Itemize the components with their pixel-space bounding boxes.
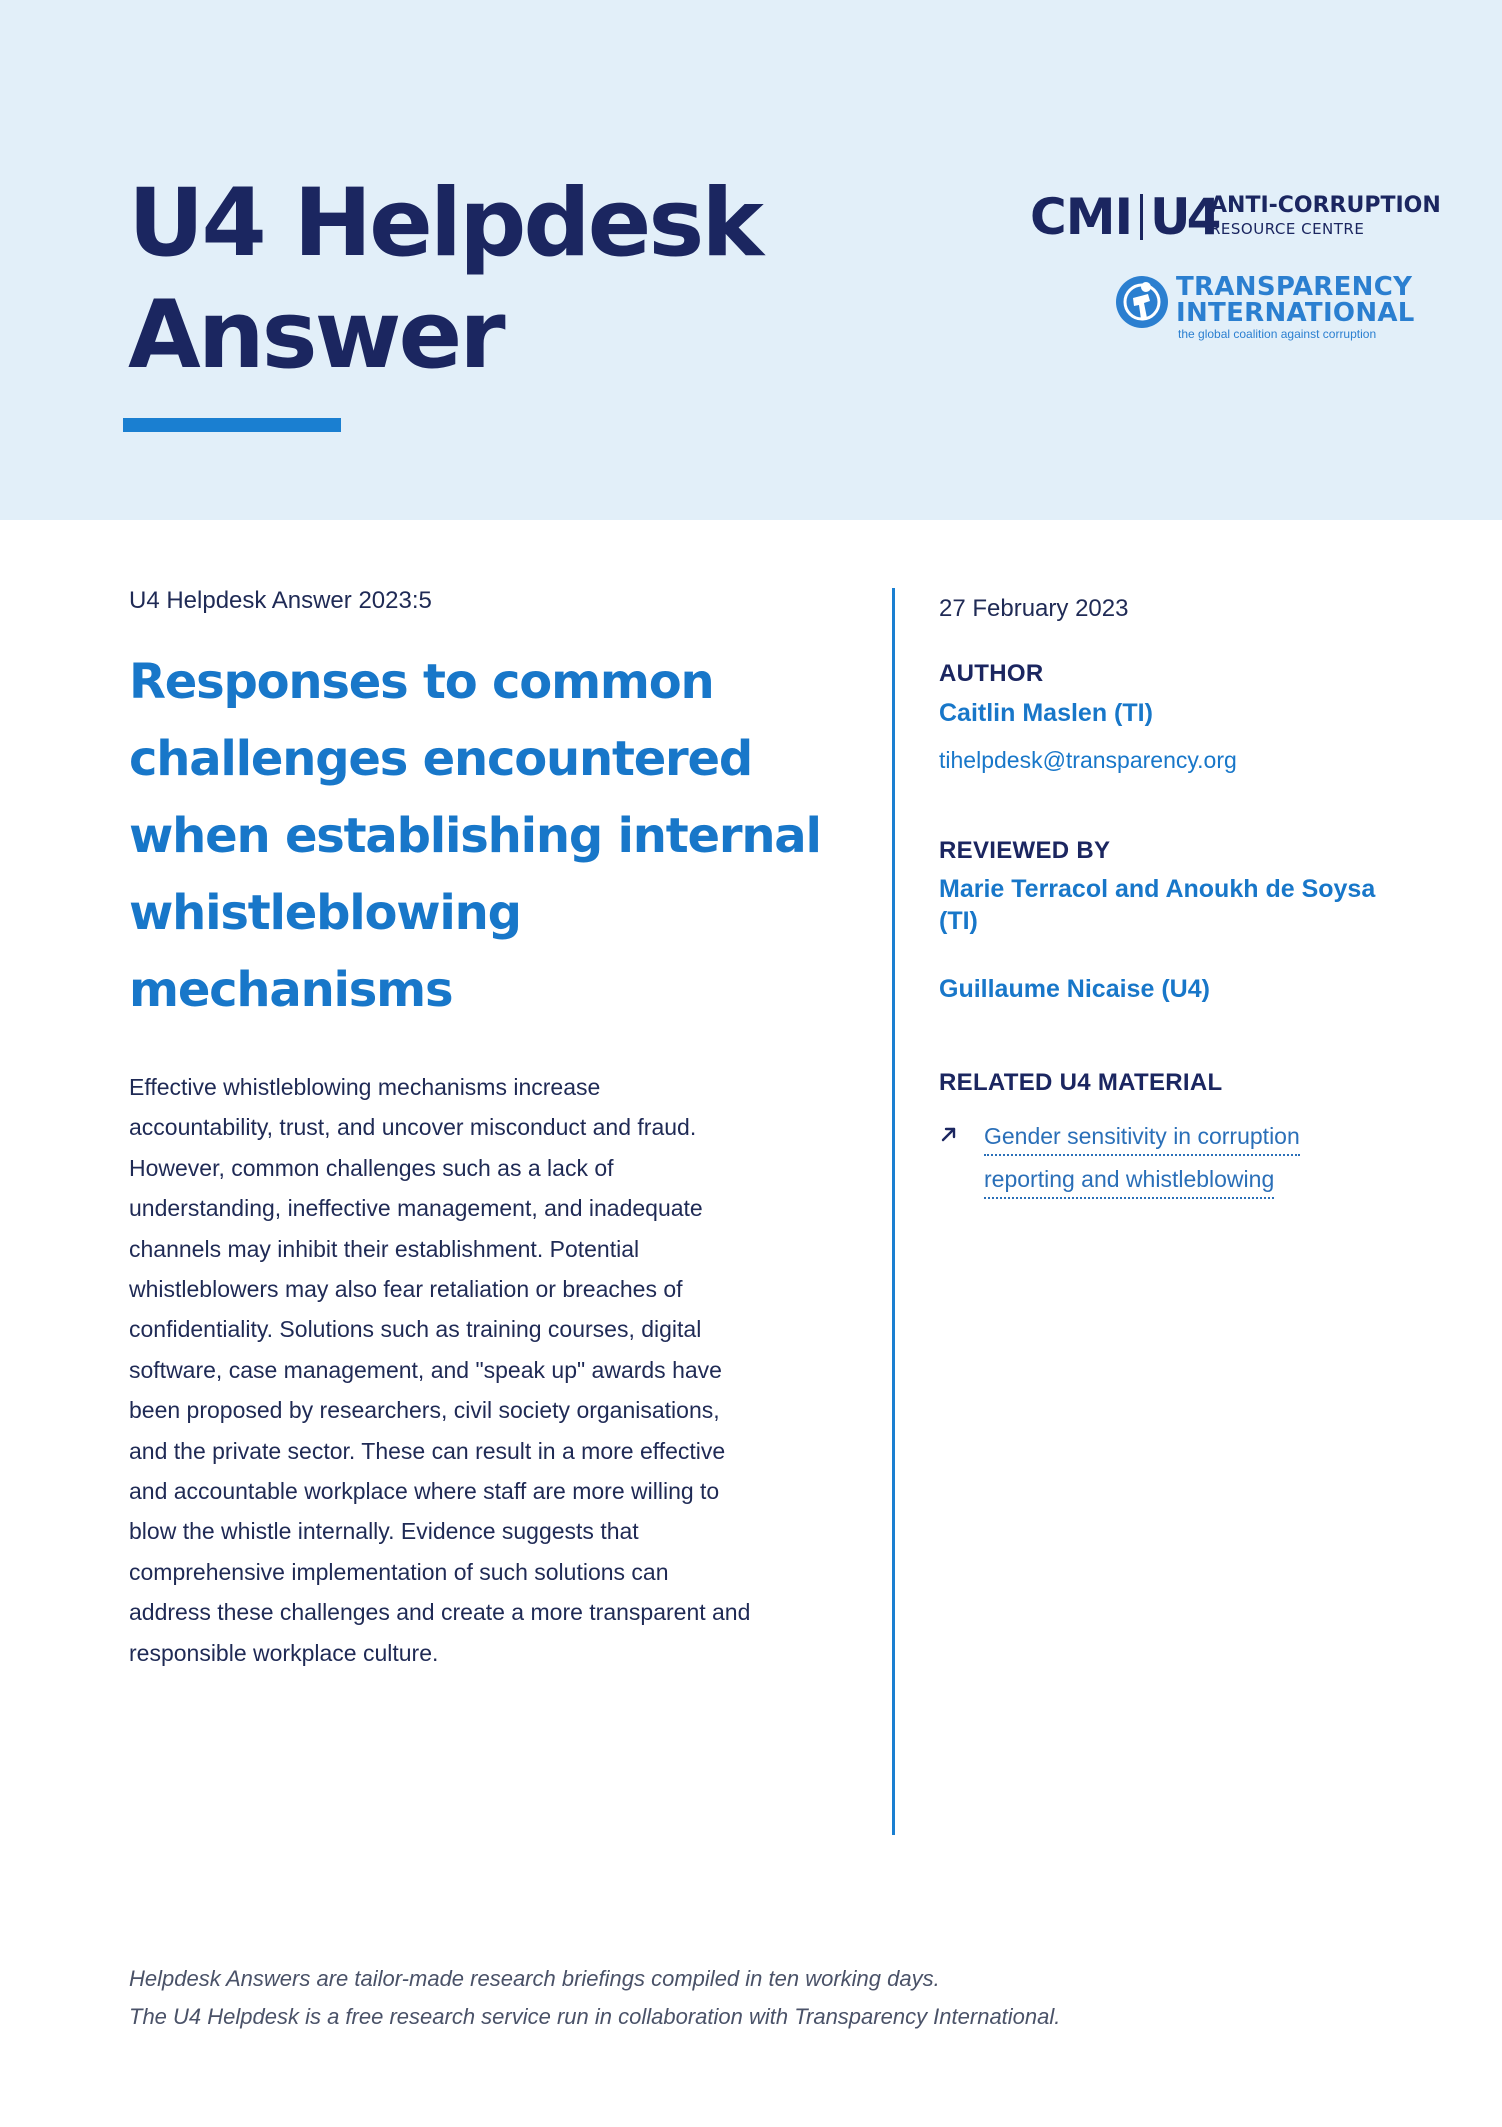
u4-logo-mark: U4 [1150, 188, 1218, 246]
related-material-link[interactable] [984, 1118, 1384, 1204]
document-title [129, 644, 829, 1029]
header-title-line2: Answer [128, 281, 503, 390]
footer-line: The U4 Helpdesk is a free research service run in collaboration with Transparency International. [129, 2004, 1061, 2029]
abstract-line: channels may inhibit their establishment. Potential [129, 1235, 640, 1262]
title-line: mechanisms [129, 962, 453, 1018]
ti-logo-tagline: the global coalition against corruption [1178, 327, 1377, 341]
cmi-logo-text: CMI [1030, 188, 1133, 246]
u4-logo-line1: ANTI-CORRUPTION [1210, 193, 1441, 218]
title-line: Responses to common [129, 654, 714, 710]
abstract-line: comprehensive implementation of such solutions can [129, 1558, 669, 1585]
abstract-line: responsible workplace culture. [129, 1639, 439, 1666]
ti-logo-line2: INTERNATIONAL [1176, 298, 1415, 328]
abstract-line: accountability, trust, and uncover misconduct and fraud. [129, 1114, 697, 1141]
answer-number: U4 Helpdesk Answer 2023:5 [129, 587, 432, 614]
column-divider [892, 588, 895, 1835]
title-line: whistleblowing [129, 885, 521, 941]
footer-line: Helpdesk Answers are tailor-made research briefings compiled in ten working days. [129, 1966, 940, 1991]
author-label: AUTHOR [939, 660, 1044, 687]
ti-globe-icon [1114, 274, 1170, 330]
abstract-line: and the private sector. These can result in a more effective [129, 1437, 726, 1464]
abstract-line: software, case management, and "speak up" awards have [129, 1356, 722, 1383]
logo-separator [1140, 194, 1143, 240]
footer-note [129, 1960, 1329, 2036]
abstract-line: However, common challenges such as a lack of [129, 1154, 614, 1181]
abstract-line: understanding, ineffective management, and inadequate [129, 1195, 703, 1222]
title-line: when establishing internal [129, 808, 821, 864]
abstract-line: address these challenges and create a more transparent and [129, 1599, 751, 1626]
reviewed-by-label: REVIEWED BY [939, 837, 1111, 864]
abstract [129, 1067, 809, 1673]
external-link-arrow-icon [939, 1124, 959, 1144]
related-link-line[interactable]: reporting and whistleblowing [984, 1161, 1274, 1199]
u4-logo-line2: RESOURCE CENTRE [1210, 220, 1365, 238]
abstract-line: and accountable workplace where staff are more willing to [129, 1478, 720, 1505]
abstract-line: confidentiality. Solutions such as training courses, digital [129, 1316, 702, 1343]
reviewer-name: Guillaume Nicaise (U4) [939, 975, 1210, 1003]
header-title-line1: U4 Helpdesk [128, 169, 761, 278]
abstract-line: whistleblowers may also fear retaliation or breaches of [129, 1276, 683, 1303]
header-accent-rule [123, 418, 341, 432]
reviewer-name: Marie Terracol and Anoukh de Soysa [939, 875, 1376, 903]
publication-date: 27 February 2023 [939, 595, 1129, 622]
abstract-line: blow the whistle internally. Evidence suggests that [129, 1518, 639, 1545]
header-title [128, 168, 761, 392]
title-line: challenges encountered [129, 731, 753, 787]
abstract-line: been proposed by researchers, civil society organisations, [129, 1397, 720, 1424]
reviewer-affiliation: (TI) [939, 907, 978, 935]
author-email-link[interactable]: tihelpdesk@transparency.org [939, 747, 1237, 773]
ti-logo-line1: TRANSPARENCY [1176, 272, 1413, 302]
abstract-line: Effective whistleblowing mechanisms increase [129, 1074, 601, 1100]
cmi-u4-logo [1030, 188, 1441, 246]
transparency-international-logo [1114, 272, 1415, 342]
related-link-line[interactable]: Gender sensitivity in corruption [984, 1118, 1300, 1156]
author-name: Caitlin Maslen (TI) [939, 699, 1153, 727]
related-material-label: RELATED U4 MATERIAL [939, 1069, 1223, 1096]
